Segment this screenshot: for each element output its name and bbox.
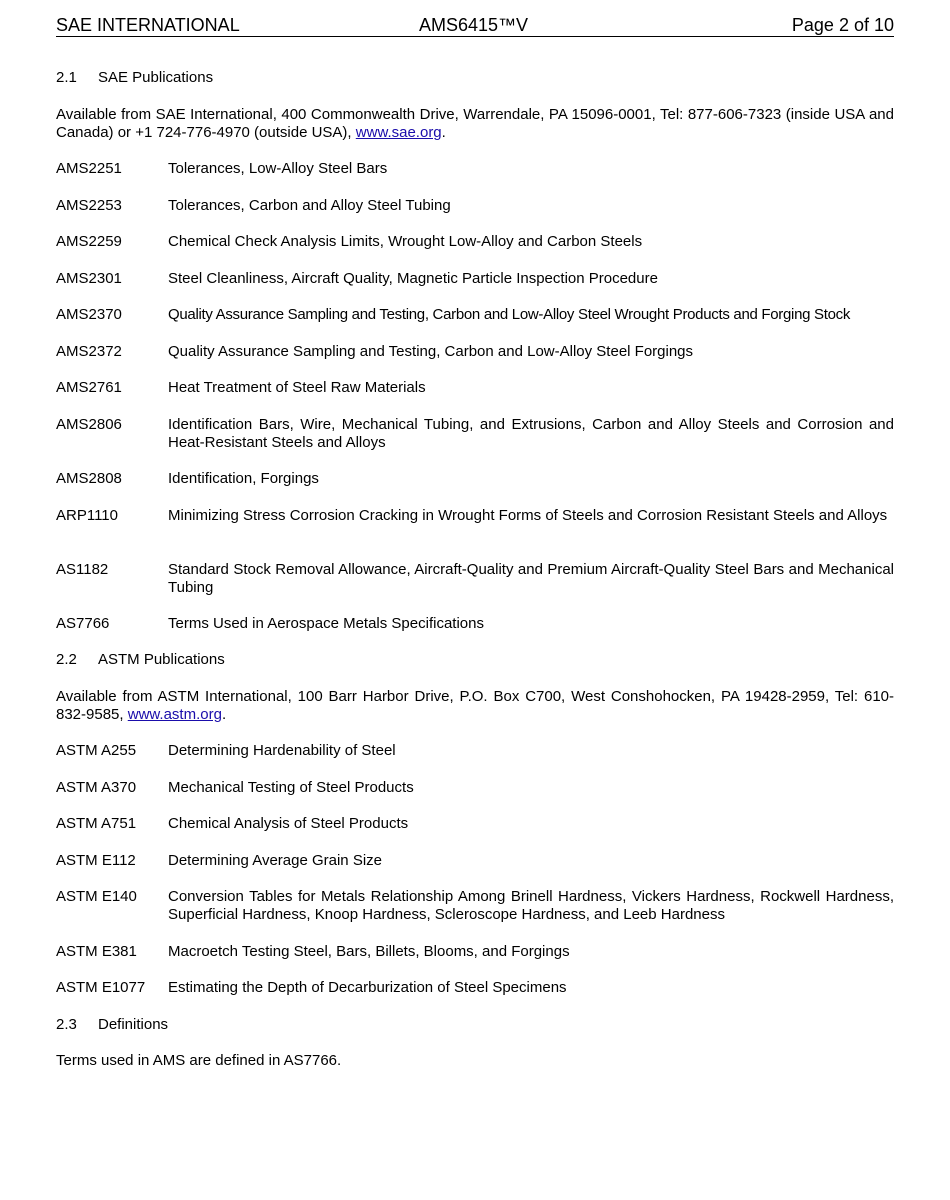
reference-code: ASTM A751 bbox=[56, 815, 137, 832]
reference-code: ASTM A370 bbox=[56, 779, 137, 796]
reference-code: ASTM E112 bbox=[56, 852, 136, 869]
page-header bbox=[56, 14, 894, 37]
reference-row bbox=[56, 379, 894, 397]
reference-row bbox=[56, 742, 894, 760]
reference-title: Determining Hardenability of Steel bbox=[168, 742, 396, 759]
intro-end: . bbox=[441, 124, 446, 141]
reference-title: Identification, Forgings bbox=[168, 470, 319, 487]
intro-text: Available from ASTM International, 100 Barr Harbor Drive, P.O. Box C700, West Conshohocken, PA 19428-2959, Tel: 610-832-9585, bbox=[56, 688, 894, 723]
reference-row bbox=[56, 779, 894, 797]
header-organization: SAE INTERNATIONAL bbox=[56, 15, 240, 35]
reference-title: Heat Treatment of Steel Raw Materials bbox=[168, 379, 426, 396]
reference-code: AS1182 bbox=[56, 561, 109, 578]
reference-row bbox=[56, 615, 894, 633]
section-2-3-heading bbox=[56, 1016, 894, 1034]
reference-title: Determining Average Grain Size bbox=[168, 852, 382, 869]
reference-title: Conversion Tables for Metals Relationship Among Brinell Hardness, Vickers Hardness, Rockwell Hardness, Superficial Hardness, Knoop Hardness, Scleroscope Hardness, and Leeb Hardness bbox=[168, 888, 894, 923]
section-2-1-heading bbox=[56, 69, 894, 87]
reference-title: Tolerances, Carbon and Alloy Steel Tubing bbox=[168, 197, 451, 214]
reference-title: Identification Bars, Wire, Mechanical Tubing, and Extrusions, Carbon and Alloy Steels and Corrosion and Heat-Resistant Steels and Alloys bbox=[168, 416, 894, 451]
reference-row bbox=[56, 416, 894, 452]
reference-code: AMS2259 bbox=[56, 233, 122, 250]
reference-row bbox=[56, 943, 894, 961]
reference-row bbox=[56, 852, 894, 870]
section-2-1-intro bbox=[56, 106, 894, 142]
reference-code: ASTM E140 bbox=[56, 888, 137, 905]
section-number: 2.1 bbox=[56, 69, 77, 86]
reference-row bbox=[56, 561, 894, 597]
reference-title: Chemical Check Analysis Limits, Wrought Low-Alloy and Carbon Steels bbox=[168, 233, 643, 250]
reference-row bbox=[56, 160, 894, 178]
reference-code: AMS2370 bbox=[56, 306, 122, 323]
reference-row bbox=[56, 470, 894, 488]
header-page-number: Page 2 of 10 bbox=[791, 15, 894, 35]
section-number: 2.3 bbox=[56, 1016, 77, 1033]
reference-row bbox=[56, 343, 894, 361]
reference-title: Estimating the Depth of Decarburization of Steel Specimens bbox=[168, 979, 567, 996]
reference-code: AMS2251 bbox=[56, 160, 122, 177]
reference-code: AMS2301 bbox=[56, 270, 122, 287]
reference-title: Chemical Analysis of Steel Products bbox=[168, 815, 409, 832]
intro-end: . bbox=[221, 706, 227, 723]
astm-website-link[interactable]: www.astm.org bbox=[127, 706, 222, 723]
reference-title: Steel Cleanliness, Aircraft Quality, Magnetic Particle Inspection Procedure bbox=[168, 270, 658, 287]
section-title: Definitions bbox=[98, 1016, 169, 1033]
section-title: ASTM Publications bbox=[98, 651, 225, 668]
reference-title: Standard Stock Removal Allowance, Aircraft-Quality and Premium Aircraft-Quality Steel Bars and Mechanical Tubing bbox=[168, 561, 894, 596]
reference-code: AS7766 bbox=[56, 615, 110, 632]
reference-row bbox=[56, 270, 894, 288]
header-spec-number: AMS6415™V bbox=[419, 15, 529, 35]
intro-text: Available from SAE International, 400 Commonwealth Drive, Warrendale, PA 15096-0001, Tel: 877-606-7323 (inside USA and Canada) or +1 724-776-4970 (outside USA), bbox=[56, 106, 894, 141]
reference-code: AMS2761 bbox=[56, 379, 122, 396]
reference-row bbox=[56, 233, 894, 251]
reference-title: Quality Assurance Sampling and Testing, Carbon and Low-Alloy Steel Forgings bbox=[168, 343, 694, 360]
reference-title: Quality Assurance Sampling and Testing, Carbon and Low-Alloy Steel Wrought Products and Forging Stock bbox=[168, 306, 851, 323]
section-title: SAE Publications bbox=[98, 69, 214, 86]
reference-code: ARP1110 bbox=[56, 507, 118, 524]
reference-code: AMS2806 bbox=[56, 416, 122, 433]
reference-row bbox=[56, 197, 894, 215]
sae-website-link[interactable]: www.sae.org bbox=[355, 124, 442, 141]
reference-row bbox=[56, 979, 894, 997]
reference-code: ASTM A255 bbox=[56, 742, 137, 759]
reference-title: Terms Used in Aerospace Metals Specifications bbox=[168, 615, 484, 632]
reference-code: AMS2253 bbox=[56, 197, 122, 214]
section-2-2-intro bbox=[56, 688, 894, 724]
reference-code: ASTM E381 bbox=[56, 943, 137, 960]
reference-title: Minimizing Stress Corrosion Cracking in Wrought Forms of Steels and Corrosion Resistant Steels and Alloys bbox=[168, 507, 888, 524]
reference-title: Mechanical Testing of Steel Products bbox=[168, 779, 414, 796]
reference-title: Macroetch Testing Steel, Bars, Billets, Blooms, and Forgings bbox=[168, 943, 570, 960]
definitions-text: Terms used in AMS are defined in AS7766. bbox=[56, 1052, 342, 1069]
reference-row bbox=[56, 507, 894, 525]
section-2-2-heading bbox=[56, 651, 894, 669]
reference-row bbox=[56, 815, 894, 833]
reference-row bbox=[56, 888, 894, 924]
reference-code: AMS2808 bbox=[56, 470, 122, 487]
reference-row bbox=[56, 306, 894, 324]
reference-code: AMS2372 bbox=[56, 343, 122, 360]
reference-title: Tolerances, Low-Alloy Steel Bars bbox=[168, 160, 388, 177]
reference-code: ASTM E1077 bbox=[56, 979, 146, 996]
section-number: 2.2 bbox=[56, 651, 77, 668]
